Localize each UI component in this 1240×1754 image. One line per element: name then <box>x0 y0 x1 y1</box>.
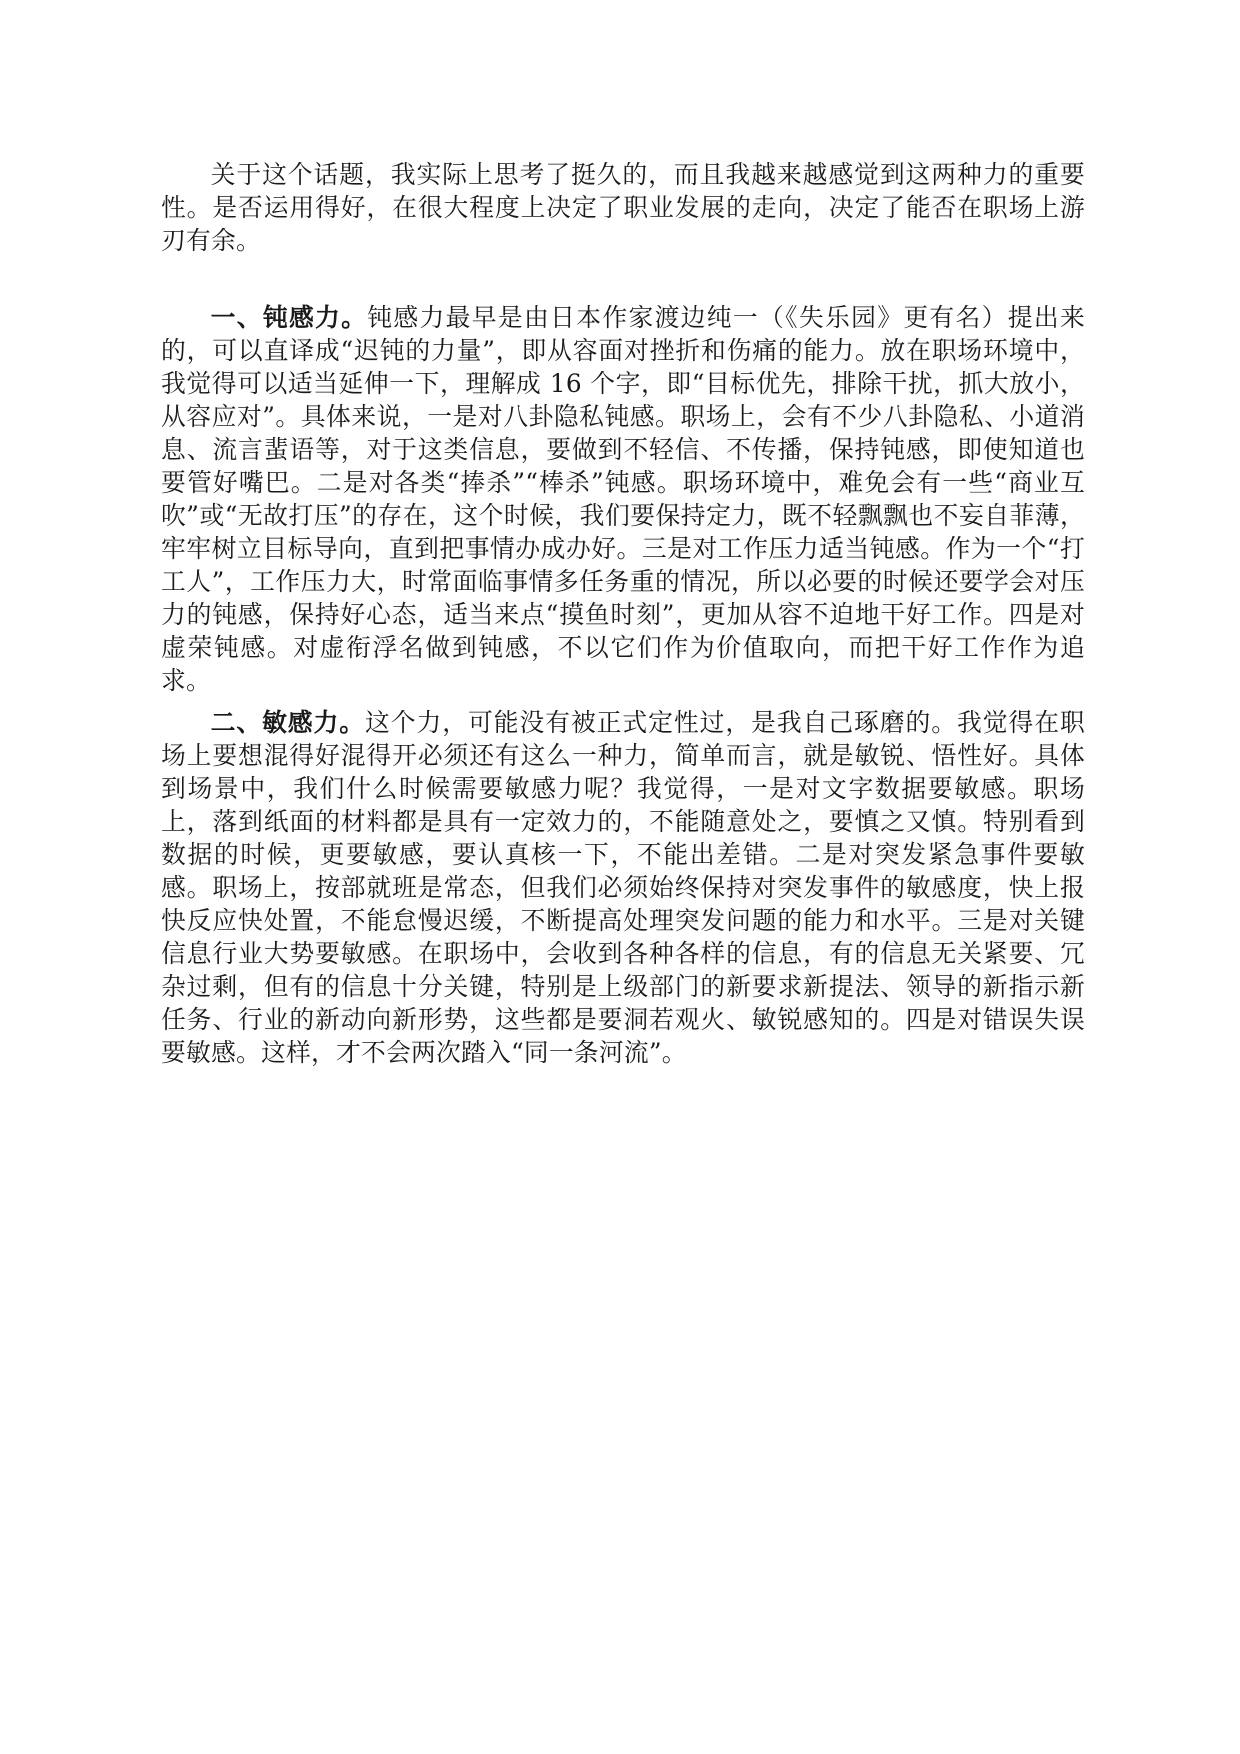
section-paragraph-mingan <box>161 706 1085 1069</box>
section-paragraph-dungan <box>161 301 1085 697</box>
section-body-mingan: 这个力，可能没有被正式定性过，是我自己琢磨的。我觉得在职场上要想混得好混得开必须还有这么一种力，简单而言，就是敏锐、悟性好。具体到场景中，我们什么时候需要敏感力呢？我觉得，一是对文字数据要敏感。职场上，落到纸面的材料都是具有一定效力的，不能随意处之，要慎之又慎。特别看到数据的时候，更要敏感，要认真核一下，不能出差错。二是对突发紧急事件要敏感。职场上，按部就班是常态，但我们必须始终保持对突发事件的敏感度，快上报快反应快处置，不能怠慢迟缓，不断提高处理突发问题的能力和水平。三是对关键信息行业大势要敏感。在职场中，会收到各种各样的信息，有的信息无关紧要、冗杂过剩，但有的信息十分关键，特别是上级部门的新要求新提法、领导的新指示新任务、行业的新动向新形势，这些都是要洞若观火、敏锐感知的。四是对错误失误要敏感。这样，才不会两次踏入“同一条河流”。 <box>161 708 1085 1067</box>
document-page <box>161 158 1085 1078</box>
section-heading-dungan: 一、钝感力。 <box>210 303 368 332</box>
intro-paragraph: 关于这个话题，我实际上思考了挺久的，而且我越来越感觉到这两种力的重要性。是否运用得好，在很大程度上决定了职业发展的走向，决定了能否在职场上游刃有余。 <box>161 160 1085 255</box>
section-heading-mingan: 二、敏感力。 <box>210 708 366 737</box>
section-body-dungan: 钝感力最早是由日本作家渡边纯一（《失乐园》更有名）提出来的，可以直译成“迟钝的力量”，即从容面对挫折和伤痛的能力。放在职场环境中，我觉得可以适当延伸一下，理解成 16 个字，即“目标优先，排除干扰，抓大放小，从容应对”。具体来说，一是对八卦隐私钝感。职场上，会有不少八卦隐私、小道消息、流言蜚语等，对于这类信息，要做到不轻信、不传播，保持钝感，即使知道也要管好嘴巴。二是对各类“捧杀”“棒杀”钝感。职场环境中，难免会有一些“商业互吹”或“无故打压”的存在，这个时候，我们要保持定力，既不轻飘飘也不妄自菲薄，牢牢树立目标导向，直到把事情办成办好。三是对工作压力适当钝感。作为一个“打工人”，工作压力大，时常面临事情多任务重的情况，所以必要的时候还要学会对压力的钝感，保持好心态，适当来点“摸鱼时刻”，更加从容不迫地干好工作。四是对虚荣钝感。对虚衔浮名做到钝感，不以它们作为价值取向，而把干好工作作为追求。 <box>161 303 1086 695</box>
